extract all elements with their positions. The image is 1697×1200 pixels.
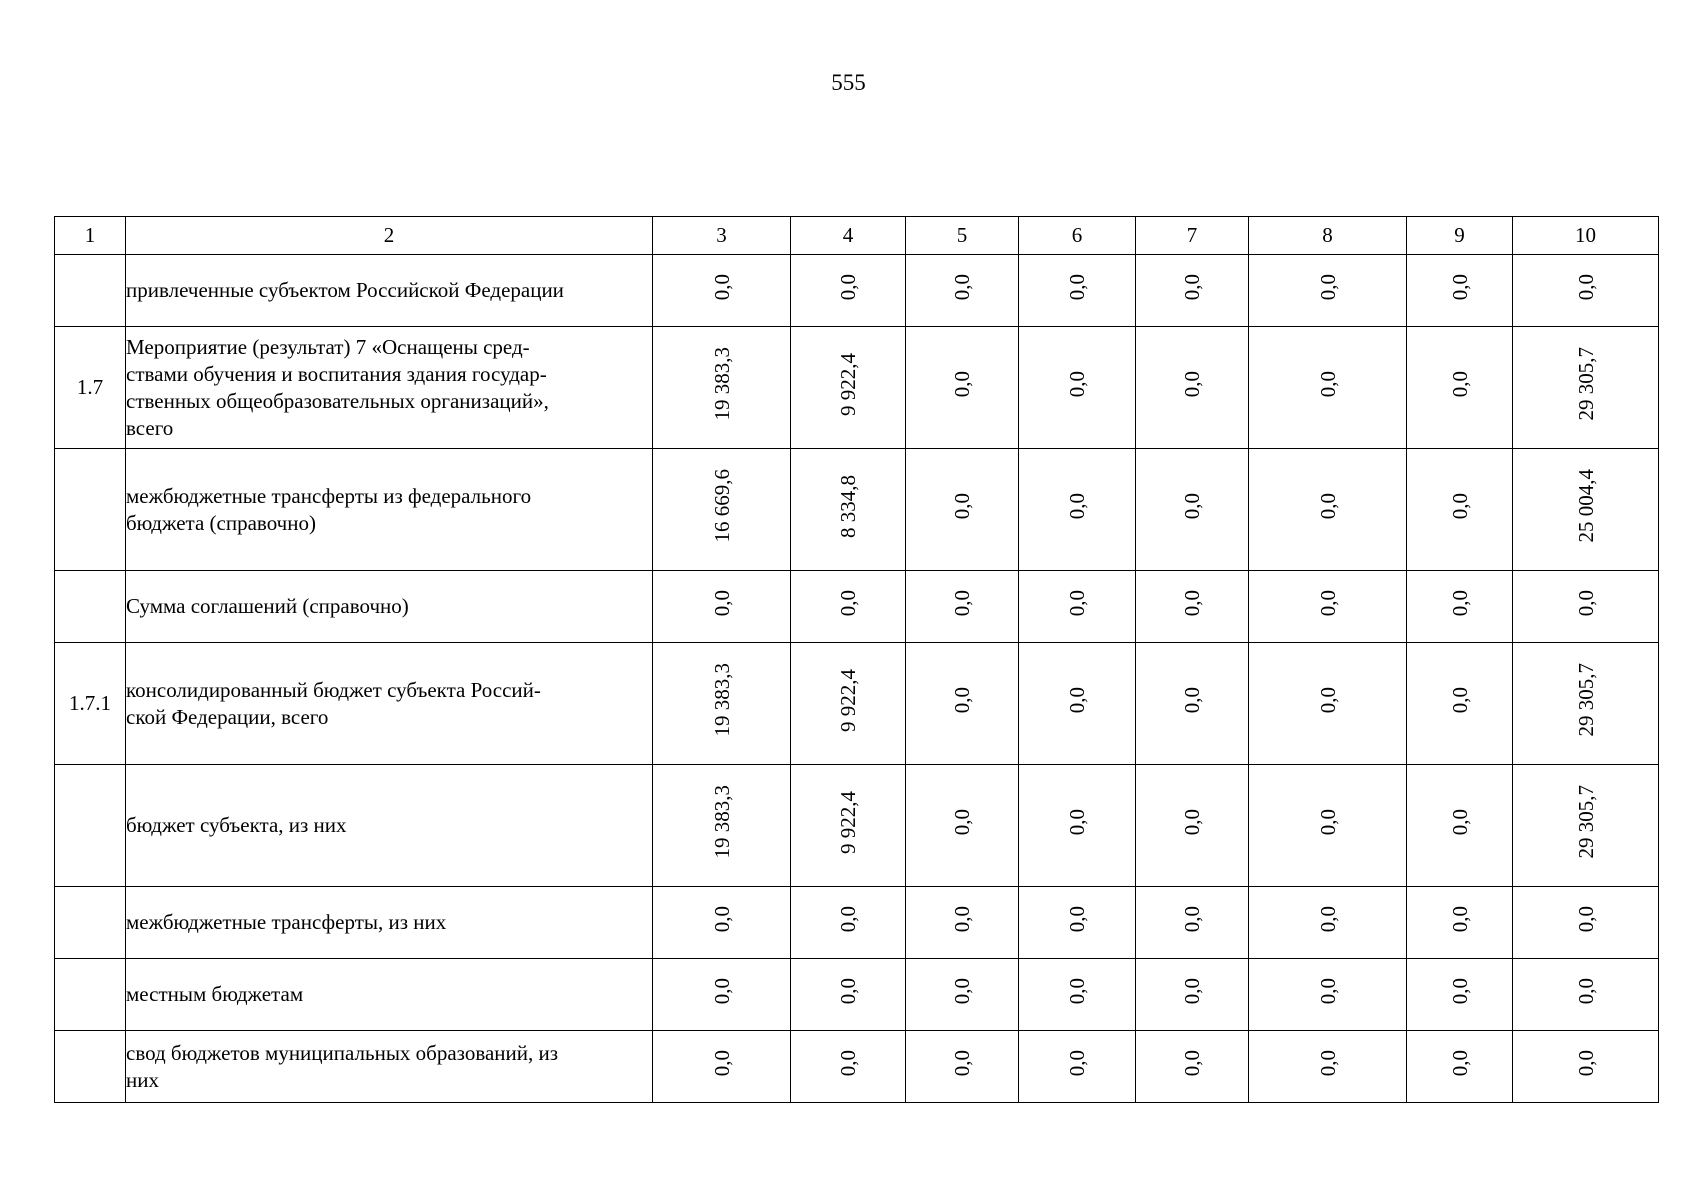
value-cell <box>1407 255 1513 327</box>
row-name-cell <box>126 643 653 765</box>
row-name-line: ствами обучения и воспитания здания государ- <box>126 361 547 386</box>
row-name-line: Мероприятие (результат) 7 «Оснащены сред- <box>126 334 530 359</box>
header-cell: 6 <box>1019 217 1136 255</box>
row-name-line: свод бюджетов муниципальных образований, из <box>126 1040 559 1065</box>
value-text: 29 305,7 <box>1573 663 1598 737</box>
value-text: 0,0 <box>709 589 734 617</box>
value-cell <box>653 449 791 571</box>
row-number-cell <box>55 571 126 643</box>
value-cell <box>906 1031 1019 1103</box>
row-name-line: бюджета (справочно) <box>126 510 316 535</box>
value-cell <box>1513 643 1659 765</box>
header-cell: 1 <box>55 217 126 255</box>
value-text: 0,0 <box>709 905 734 933</box>
value-text: 0,0 <box>709 273 734 301</box>
value-text: 0,0 <box>836 273 860 301</box>
table-row <box>55 255 1659 327</box>
value-text: 0,0 <box>950 1049 974 1077</box>
value-cell <box>1019 643 1136 765</box>
value-text: 0,0 <box>1180 273 1204 301</box>
header-cell: 4 <box>791 217 906 255</box>
value-cell <box>791 571 906 643</box>
value-cell <box>1019 571 1136 643</box>
row-number-cell <box>55 1031 126 1103</box>
value-cell <box>906 571 1019 643</box>
value-cell <box>1513 327 1659 449</box>
table-row <box>55 327 1659 449</box>
value-cell <box>1407 1031 1513 1103</box>
value-text: 0,0 <box>1573 273 1598 301</box>
value-text: 9 922,4 <box>836 668 860 732</box>
value-text: 0,0 <box>1065 370 1089 398</box>
value-cell <box>653 1031 791 1103</box>
value-cell <box>791 959 906 1031</box>
value-text: 0,0 <box>1447 492 1472 520</box>
row-name-line: межбюджетные трансферты из федерального <box>126 483 532 508</box>
value-text: 0,0 <box>1447 905 1472 933</box>
header-cell: 8 <box>1249 217 1407 255</box>
value-text: 0,0 <box>709 977 734 1005</box>
row-name-cell: межбюджетные трансферты, из них <box>126 887 653 959</box>
value-cell <box>906 887 1019 959</box>
value-cell <box>653 255 791 327</box>
value-text: 0,0 <box>1180 905 1204 933</box>
header-cell: 2 <box>126 217 653 255</box>
value-text: 0,0 <box>1065 589 1089 617</box>
value-text: 9 922,4 <box>836 352 860 416</box>
value-text: 0,0 <box>1180 808 1204 836</box>
value-cell <box>906 255 1019 327</box>
value-text: 0,0 <box>1447 977 1472 1005</box>
value-text: 0,0 <box>950 589 974 617</box>
row-name-cell: бюджет субъекта, из них <box>126 765 653 887</box>
value-cell <box>1407 643 1513 765</box>
row-name-cell <box>126 1031 653 1103</box>
value-cell <box>906 327 1019 449</box>
value-cell <box>1136 571 1249 643</box>
value-text: 29 305,7 <box>1573 785 1598 859</box>
value-cell <box>1249 327 1407 449</box>
value-text: 0,0 <box>950 977 974 1005</box>
value-cell <box>1019 887 1136 959</box>
value-cell <box>653 643 791 765</box>
value-text: 0,0 <box>1180 492 1204 520</box>
value-cell <box>1249 255 1407 327</box>
value-cell <box>1513 571 1659 643</box>
value-cell <box>1407 449 1513 571</box>
value-text: 0,0 <box>950 370 974 398</box>
value-cell <box>1249 571 1407 643</box>
row-number-cell: 1.7 <box>55 327 126 449</box>
value-cell <box>791 643 906 765</box>
value-text: 0,0 <box>950 492 974 520</box>
value-text: 16 669,6 <box>709 469 734 543</box>
value-text: 0,0 <box>1447 1049 1472 1077</box>
value-cell <box>791 887 906 959</box>
header-cell: 5 <box>906 217 1019 255</box>
row-number-cell <box>55 449 126 571</box>
value-text: 0,0 <box>1180 370 1204 398</box>
row-number-cell <box>55 887 126 959</box>
value-text: 19 383,3 <box>709 347 734 421</box>
value-cell <box>1136 959 1249 1031</box>
value-text: 0,0 <box>1447 370 1472 398</box>
value-text: 0,0 <box>836 1049 860 1077</box>
value-cell <box>1407 765 1513 887</box>
value-text: 0,0 <box>1315 273 1340 301</box>
value-text: 0,0 <box>1065 492 1089 520</box>
row-name-cell: Сумма соглашений (справочно) <box>126 571 653 643</box>
row-name-cell: местным бюджетам <box>126 959 653 1031</box>
row-name-line: ственных общеобразовательных организаций», <box>126 388 549 413</box>
value-cell <box>1249 887 1407 959</box>
value-text: 0,0 <box>1447 808 1472 836</box>
table-row <box>55 765 1659 887</box>
table-row <box>55 1031 1659 1103</box>
value-text: 0,0 <box>1065 273 1089 301</box>
value-text: 0,0 <box>1573 905 1598 933</box>
value-text: 0,0 <box>1315 977 1340 1005</box>
value-text: 0,0 <box>950 686 974 714</box>
value-cell <box>1019 959 1136 1031</box>
value-text: 0,0 <box>1315 370 1340 398</box>
value-cell <box>791 1031 906 1103</box>
row-name-line: них <box>126 1067 159 1092</box>
value-text: 0,0 <box>1315 492 1340 520</box>
budget-table <box>54 216 1659 1103</box>
value-text: 0,0 <box>1315 808 1340 836</box>
header-cell: 3 <box>653 217 791 255</box>
value-cell <box>1407 887 1513 959</box>
table-row <box>55 449 1659 571</box>
value-text: 0,0 <box>1447 686 1472 714</box>
value-text: 19 383,3 <box>709 663 734 737</box>
value-text: 0,0 <box>709 1049 734 1077</box>
value-cell <box>653 327 791 449</box>
value-cell <box>1019 1031 1136 1103</box>
value-text: 0,0 <box>1315 589 1340 617</box>
value-text: 0,0 <box>1065 977 1089 1005</box>
value-cell <box>1136 449 1249 571</box>
value-text: 0,0 <box>1065 905 1089 933</box>
table-row <box>55 887 1659 959</box>
value-cell <box>1249 1031 1407 1103</box>
value-cell <box>1136 255 1249 327</box>
value-text: 0,0 <box>836 905 860 933</box>
value-text: 0,0 <box>1180 1049 1204 1077</box>
value-cell <box>1136 765 1249 887</box>
row-name-cell <box>126 327 653 449</box>
row-name-line: консолидированный бюджет субъекта Россий- <box>126 677 541 702</box>
value-cell <box>653 887 791 959</box>
value-cell <box>791 765 906 887</box>
value-text: 8 334,8 <box>836 474 860 538</box>
value-cell <box>1019 765 1136 887</box>
value-text: 29 305,7 <box>1573 347 1598 421</box>
value-text: 0,0 <box>1315 1049 1340 1077</box>
value-text: 0,0 <box>1180 977 1204 1005</box>
value-text: 0,0 <box>1573 589 1598 617</box>
value-cell <box>791 255 906 327</box>
value-cell <box>1136 643 1249 765</box>
value-cell <box>1249 765 1407 887</box>
value-cell <box>653 959 791 1031</box>
row-number-cell <box>55 255 126 327</box>
value-text: 0,0 <box>1065 808 1089 836</box>
value-cell <box>653 571 791 643</box>
row-name-cell <box>126 449 653 571</box>
value-cell <box>1019 449 1136 571</box>
value-cell <box>906 765 1019 887</box>
value-cell <box>1513 449 1659 571</box>
header-cell: 9 <box>1407 217 1513 255</box>
header-cell: 10 <box>1513 217 1659 255</box>
value-text: 0,0 <box>950 273 974 301</box>
value-cell <box>1513 765 1659 887</box>
value-text: 25 004,4 <box>1573 469 1598 543</box>
value-cell <box>1019 255 1136 327</box>
value-cell <box>1019 327 1136 449</box>
value-cell <box>791 327 906 449</box>
value-cell <box>1249 643 1407 765</box>
value-cell <box>906 643 1019 765</box>
value-cell <box>1513 255 1659 327</box>
row-number-cell <box>55 959 126 1031</box>
table-row <box>55 571 1659 643</box>
value-cell <box>1249 959 1407 1031</box>
value-text: 0,0 <box>1573 977 1598 1005</box>
table-row <box>55 959 1659 1031</box>
value-text: 0,0 <box>1447 589 1472 617</box>
value-cell <box>1136 327 1249 449</box>
header-cell: 7 <box>1136 217 1249 255</box>
value-cell <box>1513 1031 1659 1103</box>
value-text: 0,0 <box>1180 589 1204 617</box>
value-text: 0,0 <box>836 977 860 1005</box>
value-text: 19 383,3 <box>709 785 734 859</box>
value-text: 0,0 <box>1447 273 1472 301</box>
value-text: 0,0 <box>1573 1049 1598 1077</box>
page-number: 555 <box>831 70 866 95</box>
value-cell <box>653 765 791 887</box>
value-text: 9 922,4 <box>836 790 860 854</box>
value-cell <box>1407 959 1513 1031</box>
value-cell <box>1407 327 1513 449</box>
value-text: 0,0 <box>836 589 860 617</box>
table-row <box>55 643 1659 765</box>
value-cell <box>1407 571 1513 643</box>
value-text: 0,0 <box>1065 1049 1089 1077</box>
value-cell <box>791 449 906 571</box>
value-cell <box>1513 959 1659 1031</box>
value-text: 0,0 <box>950 905 974 933</box>
row-name-line: ской Федерации, всего <box>126 704 329 729</box>
value-text: 0,0 <box>1315 686 1340 714</box>
row-number-cell: 1.7.1 <box>55 643 126 765</box>
value-text: 0,0 <box>1180 686 1204 714</box>
value-cell <box>1249 449 1407 571</box>
row-name-line: всего <box>126 415 174 440</box>
value-cell <box>1136 887 1249 959</box>
header-row <box>55 217 1659 255</box>
value-text: 0,0 <box>1065 686 1089 714</box>
value-text: 0,0 <box>1315 905 1340 933</box>
value-cell <box>906 959 1019 1031</box>
value-text: 0,0 <box>950 808 974 836</box>
value-cell <box>1513 887 1659 959</box>
value-cell <box>906 449 1019 571</box>
row-name-cell: привлеченные субъектом Российской Федерации <box>126 255 653 327</box>
row-number-cell <box>55 765 126 887</box>
value-cell <box>1136 1031 1249 1103</box>
